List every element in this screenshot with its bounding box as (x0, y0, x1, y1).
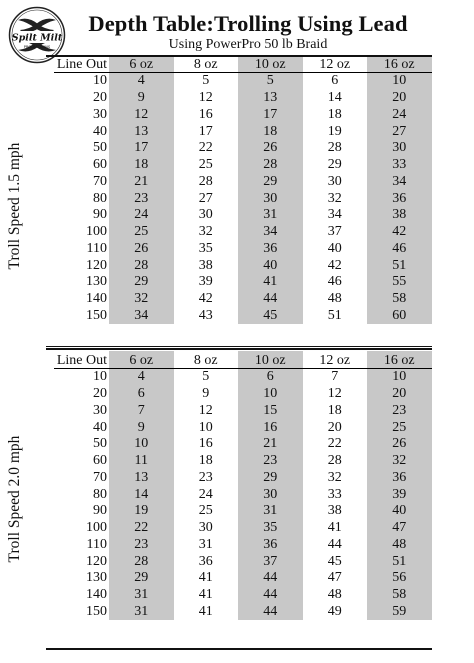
troll-speed-label: Troll Speed 2.0 mph (6, 435, 23, 563)
depth-cell: 45 (327, 553, 342, 569)
depth-cell: 30 (238, 486, 303, 503)
depth-cell: 16 (198, 436, 213, 452)
depth-cell: 22 (109, 520, 174, 537)
depth-cell: 51 (367, 553, 432, 570)
depth-cell: 28 (109, 553, 174, 570)
depth-cell: 28 (238, 157, 303, 174)
depth-cell: 34 (367, 174, 432, 191)
depth-cell: 51 (327, 307, 342, 323)
table-top-rule (46, 55, 432, 57)
depth-cell: 15 (238, 403, 303, 420)
depth-cell: 37 (238, 553, 303, 570)
depth-cell: 18 (238, 123, 303, 140)
page-subtitle: Using PowerPro 50 lb Braid (168, 37, 328, 52)
depth-cell: 36 (367, 190, 432, 207)
depth-cell: 10 (198, 419, 213, 435)
depth-cell: 10 (238, 386, 303, 403)
depth-cell: 16 (238, 419, 303, 436)
depth-cell: 21 (238, 436, 303, 453)
depth-cell: 22 (198, 140, 213, 156)
line-out-cell: 20 (93, 386, 107, 402)
depth-cell: 24 (198, 486, 213, 502)
depth-cell: 17 (109, 140, 174, 157)
depth-cell: 46 (327, 274, 342, 290)
column-header: 6 oz (109, 55, 174, 73)
depth-cell: 10 (367, 369, 432, 386)
table-row (54, 419, 432, 436)
depth-cell: 20 (327, 419, 342, 435)
depth-cell: 43 (198, 307, 213, 323)
table-row (54, 174, 432, 191)
line-out-cell: 60 (93, 453, 107, 469)
depth-cell: 13 (109, 470, 174, 487)
line-out-cell: 130 (86, 570, 107, 586)
depth-cell: 41 (198, 587, 213, 603)
depth-cell: 46 (367, 241, 432, 258)
depth-cell: 26 (367, 436, 432, 453)
depth-cell: 47 (327, 570, 342, 586)
depth-cell: 30 (327, 173, 342, 189)
depth-cell: 44 (238, 291, 303, 308)
depth-cell: 25 (198, 157, 213, 173)
line-out-cell: 30 (93, 106, 107, 122)
depth-cell: 44 (238, 604, 303, 621)
depth-cell: 17 (238, 107, 303, 124)
depth-cell: 38 (327, 503, 342, 519)
depth-cell: 27 (198, 190, 213, 206)
depth-cell: 12 (327, 386, 342, 402)
depth-cell: 9 (202, 386, 210, 402)
depth-cell: 28 (327, 140, 342, 156)
depth-cell: 32 (109, 291, 174, 308)
depth-cell: 31 (198, 536, 213, 552)
depth-cell: 20 (367, 90, 432, 107)
depth-cell: 40 (238, 257, 303, 274)
depth-cell: 4 (109, 73, 174, 90)
depth-cell: 32 (327, 469, 342, 485)
depth-cell: 39 (367, 486, 432, 503)
logo-text: Spilt Milt (11, 32, 63, 44)
column-header: 16 oz (367, 351, 432, 369)
depth-cell: 40 (327, 240, 342, 256)
depth-cell: 34 (327, 207, 342, 223)
depth-cell: 23 (238, 453, 303, 470)
depth-cell: 31 (109, 587, 174, 604)
table-row (54, 190, 432, 207)
depth-cell: 6 (331, 73, 339, 89)
line-out-cell: 90 (93, 503, 107, 519)
depth-cell: 44 (327, 536, 342, 552)
depth-cell: 32 (367, 453, 432, 470)
depth-cell: 9 (109, 419, 174, 436)
depth-cell: 5 (238, 73, 303, 90)
column-header: Line Out (54, 55, 109, 73)
table-row (54, 537, 432, 554)
depth-cell: 34 (109, 308, 174, 325)
line-out-cell: 140 (86, 291, 107, 307)
depth-cell: 28 (109, 257, 174, 274)
depth-cell: 23 (198, 469, 213, 485)
depth-cell: 23 (367, 403, 432, 420)
depth-cell: 24 (109, 207, 174, 224)
table-row (54, 90, 432, 107)
depth-cell: 28 (198, 173, 213, 189)
depth-cell: 58 (367, 291, 432, 308)
table-row (54, 386, 432, 403)
depth-cell: 19 (109, 503, 174, 520)
table-row (54, 140, 432, 157)
depth-cell: 13 (109, 123, 174, 140)
line-out-cell: 40 (93, 123, 107, 139)
depth-cell: 41 (327, 520, 342, 536)
depth-cell: 32 (327, 190, 342, 206)
line-out-cell: 70 (93, 173, 107, 189)
depth-cell: 48 (327, 587, 342, 603)
depth-cell: 32 (198, 224, 213, 240)
line-out-cell: 100 (86, 520, 107, 536)
depth-cell: 20 (367, 386, 432, 403)
depth-cell: 7 (331, 369, 339, 385)
column-header: 16 oz (367, 55, 432, 73)
depth-table-1-5-mph (54, 55, 432, 324)
line-out-cell: 50 (93, 436, 107, 452)
depth-cell: 10 (109, 436, 174, 453)
depth-cell: 30 (238, 190, 303, 207)
table-row (54, 241, 432, 258)
depth-cell: 41 (238, 274, 303, 291)
line-out-cell: 80 (93, 486, 107, 502)
table-row (54, 123, 432, 140)
depth-table-2-0-mph (54, 351, 432, 620)
column-header: 6 oz (109, 351, 174, 369)
table-row (54, 570, 432, 587)
line-out-cell: 60 (93, 157, 107, 173)
depth-cell: 29 (238, 174, 303, 191)
depth-cell: 34 (238, 224, 303, 241)
depth-cell: 36 (238, 537, 303, 554)
table-row (54, 520, 432, 537)
depth-cell: 30 (198, 520, 213, 536)
depth-cell: 10 (367, 73, 432, 90)
column-header: 8 oz (174, 55, 239, 73)
table-row (54, 73, 432, 90)
line-out-cell: 150 (86, 307, 107, 323)
depth-cell: 27 (367, 123, 432, 140)
depth-cell: 36 (198, 553, 213, 569)
depth-cell: 36 (367, 470, 432, 487)
depth-cell: 55 (367, 274, 432, 291)
line-out-cell: 150 (86, 603, 107, 619)
depth-cell: 38 (367, 207, 432, 224)
table-row (54, 503, 432, 520)
depth-cell: 23 (109, 190, 174, 207)
column-header: 10 oz (238, 55, 303, 73)
line-out-cell: 130 (86, 274, 107, 290)
depth-cell: 29 (109, 570, 174, 587)
table-row (54, 257, 432, 274)
depth-cell: 17 (198, 123, 213, 139)
depth-cell: 33 (367, 157, 432, 174)
depth-cell: 28 (327, 453, 342, 469)
depth-cell: 22 (327, 436, 342, 452)
depth-cell: 45 (238, 308, 303, 325)
column-header: 8 oz (174, 351, 239, 369)
depth-cell: 60 (367, 308, 432, 325)
line-out-cell: 10 (93, 369, 107, 385)
line-out-cell: 10 (93, 73, 107, 89)
depth-cell: 49 (327, 603, 342, 619)
table-row (54, 604, 432, 621)
line-out-cell: 30 (93, 402, 107, 418)
depth-cell: 39 (198, 274, 213, 290)
depth-cell: 29 (238, 470, 303, 487)
depth-cell: 40 (367, 503, 432, 520)
depth-cell: 7 (109, 403, 174, 420)
depth-cell: 58 (367, 587, 432, 604)
depth-cell: 26 (109, 241, 174, 258)
depth-cell: 23 (109, 537, 174, 554)
table-row (54, 207, 432, 224)
table-row (54, 403, 432, 420)
table-row (54, 308, 432, 325)
line-out-cell: 140 (86, 587, 107, 603)
depth-cell: 25 (367, 419, 432, 436)
column-header: 12 oz (303, 351, 368, 369)
page-title: Depth Table:Trolling Using Lead (88, 11, 408, 36)
depth-cell: 44 (238, 587, 303, 604)
table-bottom-rule (46, 648, 432, 650)
depth-cell: 18 (327, 402, 342, 418)
depth-cell: 35 (238, 520, 303, 537)
depth-cell: 21 (109, 174, 174, 191)
table-row (54, 107, 432, 124)
depth-cell: 47 (367, 520, 432, 537)
line-out-cell: 120 (86, 257, 107, 273)
depth-cell: 44 (238, 570, 303, 587)
column-header: 10 oz (238, 351, 303, 369)
table-header-row (54, 55, 432, 73)
depth-cell: 31 (238, 207, 303, 224)
table-row (54, 470, 432, 487)
table-row (54, 486, 432, 503)
troll-speed-label: Troll Speed 1.5 mph (6, 142, 23, 270)
depth-cell: 6 (238, 369, 303, 386)
column-header: 12 oz (303, 55, 368, 73)
line-out-cell: 80 (93, 190, 107, 206)
table-row (54, 553, 432, 570)
table-row (54, 587, 432, 604)
table-row (54, 291, 432, 308)
table-row (54, 369, 432, 386)
line-out-cell: 50 (93, 140, 107, 156)
depth-cell: 6 (109, 386, 174, 403)
depth-cell: 24 (367, 107, 432, 124)
depth-cell: 41 (198, 570, 213, 586)
depth-cell: 56 (367, 570, 432, 587)
depth-cell: 12 (109, 107, 174, 124)
line-out-cell: 40 (93, 419, 107, 435)
depth-cell: 48 (327, 291, 342, 307)
logo-subtext: PRODUCTIONS (23, 45, 51, 49)
depth-cell: 25 (109, 224, 174, 241)
depth-cell: 36 (238, 241, 303, 258)
depth-cell: 12 (198, 402, 213, 418)
line-out-cell: 100 (86, 224, 107, 240)
line-out-cell: 110 (86, 240, 107, 256)
line-out-cell: 20 (93, 90, 107, 106)
depth-cell: 25 (198, 503, 213, 519)
depth-cell: 18 (109, 157, 174, 174)
depth-cell: 5 (202, 369, 210, 385)
table-top-rule (46, 348, 432, 350)
depth-cell: 59 (367, 604, 432, 621)
depth-cell: 26 (238, 140, 303, 157)
line-out-cell: 110 (86, 536, 107, 552)
table-row (54, 436, 432, 453)
depth-cell: 18 (327, 106, 342, 122)
depth-cell: 41 (198, 603, 213, 619)
depth-cell: 35 (198, 240, 213, 256)
depth-cell: 42 (367, 224, 432, 241)
table-header-row (54, 351, 432, 369)
column-header: Line Out (54, 351, 109, 369)
depth-cell: 42 (198, 291, 213, 307)
depth-cell: 31 (238, 503, 303, 520)
depth-cell: 5 (202, 73, 210, 89)
depth-cell: 33 (327, 486, 342, 502)
depth-cell: 51 (367, 257, 432, 274)
line-out-cell: 120 (86, 553, 107, 569)
depth-cell: 14 (327, 90, 342, 106)
line-out-cell: 90 (93, 207, 107, 223)
depth-cell: 29 (109, 274, 174, 291)
depth-cell: 9 (109, 90, 174, 107)
depth-cell: 37 (327, 224, 342, 240)
depth-cell: 31 (109, 604, 174, 621)
depth-cell: 11 (109, 453, 174, 470)
depth-cell: 4 (109, 369, 174, 386)
table-row (54, 453, 432, 470)
depth-cell: 13 (238, 90, 303, 107)
depth-cell: 48 (367, 537, 432, 554)
depth-cell: 38 (198, 257, 213, 273)
depth-cell: 29 (327, 157, 342, 173)
table-row (54, 274, 432, 291)
depth-cell: 19 (327, 123, 342, 139)
depth-cell: 30 (367, 140, 432, 157)
depth-cell: 12 (198, 90, 213, 106)
table-row (54, 224, 432, 241)
depth-cell: 42 (327, 257, 342, 273)
depth-cell: 16 (198, 106, 213, 122)
table-divider-rule (46, 346, 432, 347)
table-row (54, 157, 432, 174)
depth-cell: 30 (198, 207, 213, 223)
line-out-cell: 70 (93, 469, 107, 485)
depth-cell: 14 (109, 486, 174, 503)
depth-cell: 18 (198, 453, 213, 469)
